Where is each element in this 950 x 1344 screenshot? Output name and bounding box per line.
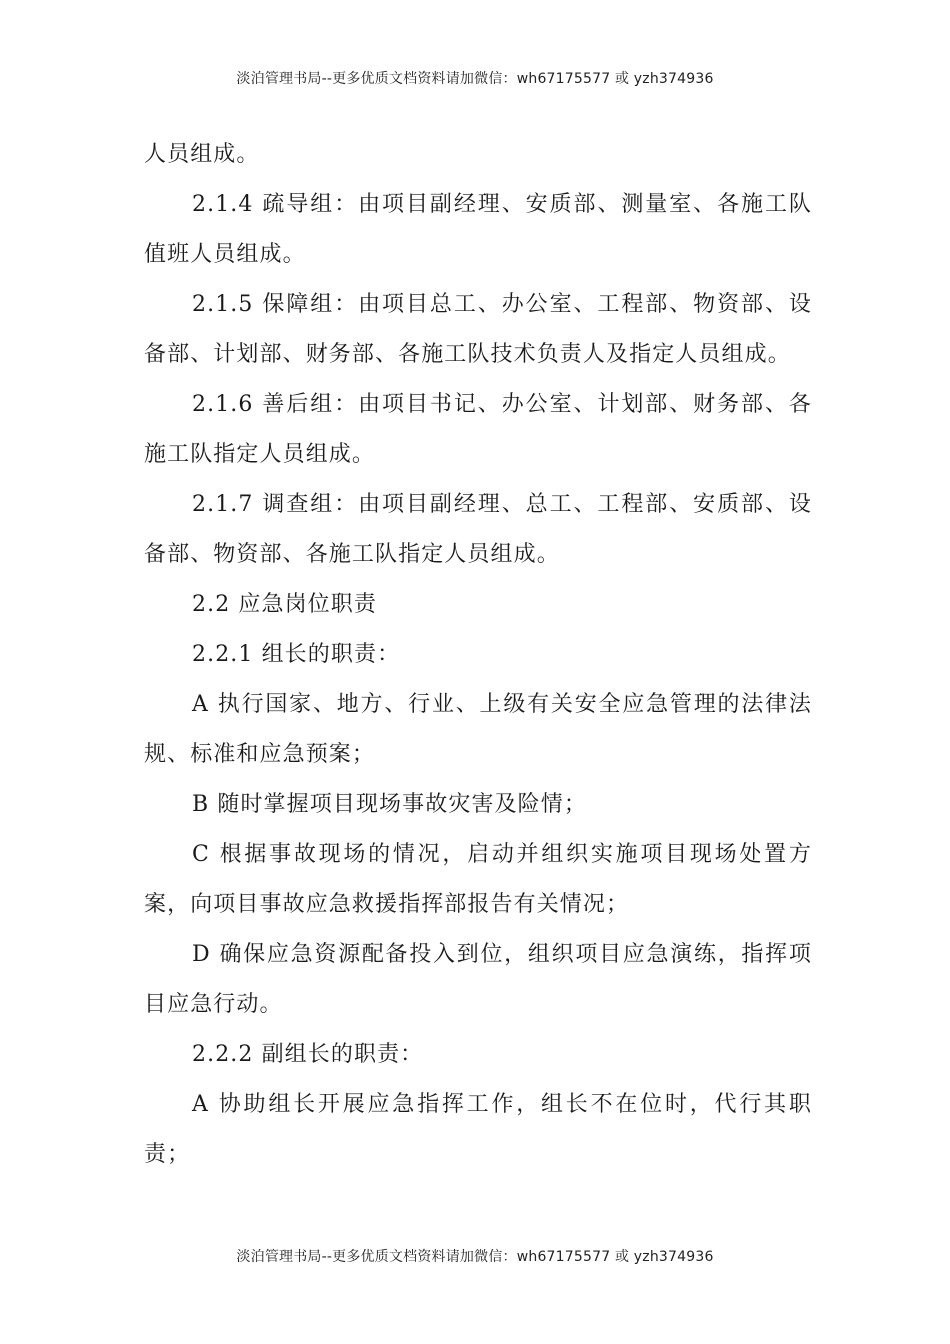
page-header: 淡泊管理书局--更多优质文档资料请加微信：wh67175577 或 yzh374936 — [236, 71, 714, 87]
list-item-d: D 确保应急资源配备投入到位，组织项目应急演练，指挥项目应急行动。 — [144, 942, 812, 1017]
paragraph-2-1-6: 2.1.6 善后组：由项目书记、办公室、计划部、财务部、各施工队指定人员组成。 — [144, 392, 812, 467]
section-heading-2-2: 2.2 应急岗位职责 — [192, 592, 377, 617]
list-item-c: C 根据事故现场的情况，启动并组织实施项目现场处置方案，向项目事故应急救援指挥部报告有关情况； — [144, 842, 812, 917]
subheading-2-2-2: 2.2.2 副组长的职责： — [192, 1042, 424, 1067]
list-item-a-deputy: A 协助组长开展应急指挥工作，组长不在位时，代行其职责； — [144, 1092, 812, 1167]
list-item-b: B 随时掌握项目现场事故灾害及险情； — [192, 792, 587, 817]
paragraph-2-1-5: 2.1.5 保障组：由项目总工、办公室、工程部、物资部、设备部、计划部、财务部、各施工队技术负责人及指定人员组成。 — [144, 292, 812, 367]
paragraph-2-1-7: 2.1.7 调查组：由项目副经理、总工、工程部、安质部、设备部、物资部、各施工队指定人员组成。 — [144, 492, 812, 567]
document-body — [144, 130, 812, 1180]
subheading-2-2-1: 2.2.1 组长的职责： — [192, 642, 401, 667]
paragraph-2-1-4: 2.1.4 疏导组：由项目副经理、安质部、测量室、各施工队值班人员组成。 — [144, 192, 812, 267]
list-item-a: A 执行国家、地方、行业、上级有关安全应急管理的法律法规、标准和应急预案； — [144, 692, 812, 767]
paragraph-1: 人员组成。 — [144, 142, 260, 167]
page-footer: 淡泊管理书局--更多优质文档资料请加微信：wh67175577 或 yzh374936 — [236, 1249, 714, 1265]
